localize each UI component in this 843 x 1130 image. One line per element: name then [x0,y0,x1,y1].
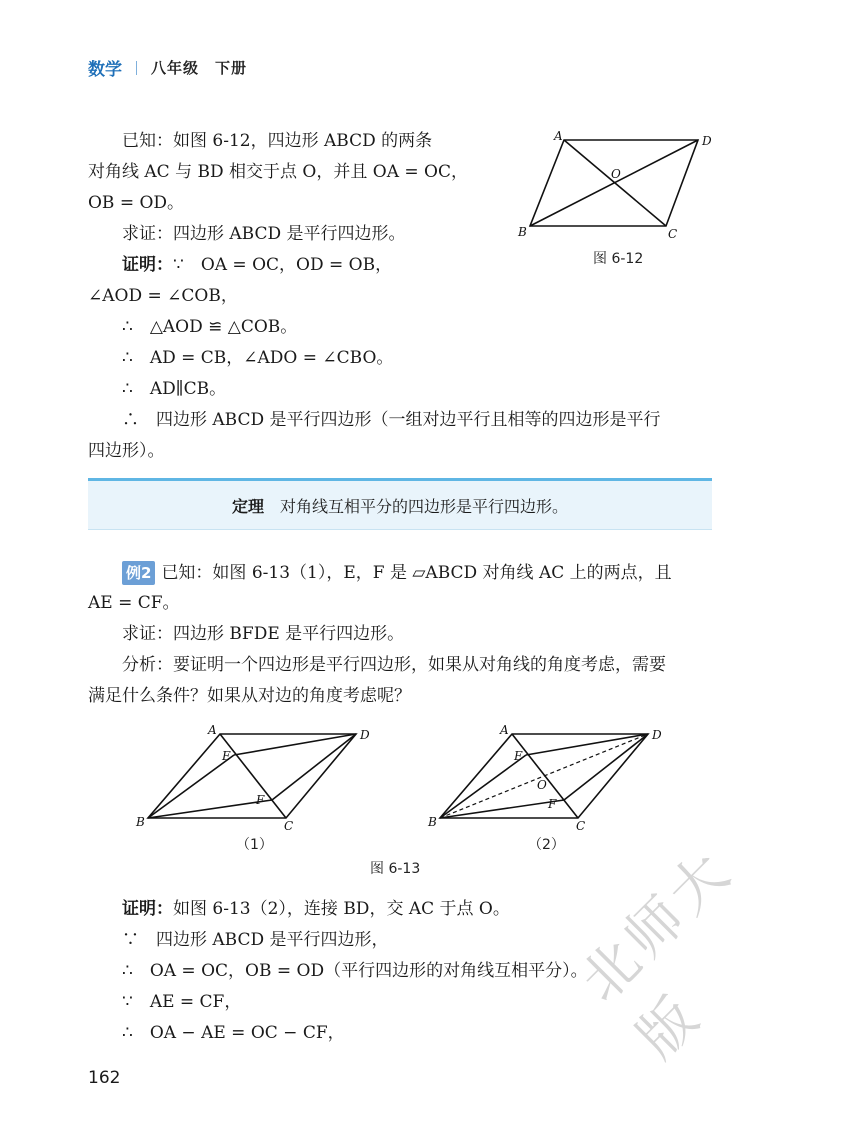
fig613b-label-e: E [514,749,523,763]
fig612-caption: 图 6-12 [593,251,644,267]
example2-line-2: AE = CF。 [88,593,180,613]
fig613-sub2: （2） [528,837,565,853]
fig613a-label-a: A [208,723,217,737]
theorem-box [88,478,712,530]
prove-line: 求证：四边形 ABCD 是平行四边形。 [122,224,406,244]
proof2-line-4: ∵ AE = CF， [122,992,242,1012]
proof-line-5: ∴ AD∥CB。 [122,379,227,399]
fig613a-label-b: B [136,815,145,829]
example2-badge: 例2 [122,561,155,585]
header-divider [136,61,137,75]
proof2-line-5: ∴ OA − AE = OC − CF， [122,1023,345,1043]
header-subject: 数学 [88,60,122,80]
proof-line-2: ∠AOD = ∠COB， [88,286,238,306]
fig613b-label-f: F [548,797,557,811]
example2-given: 已知：如图 6-13（1），E，F 是 ▱ABCD 对角线 AC 上的两点，且 [161,563,672,583]
page-number: 162 [88,1068,121,1088]
fig613a-label-c: C [284,819,294,833]
proof-line-6: ∴ 四边形 ABCD 是平行四边形（一组对边平行且相等的四边形是平行 [122,410,661,430]
given-line-2: 对角线 AC 与 BD 相交于点 O，并且 OA = OC， [88,162,468,182]
example2-analysis-2: 满足什么条件？如果从对边的角度考虑呢？ [88,686,411,706]
header-grade: 八年级 下册 [151,59,248,77]
example2-line-1 [122,561,672,585]
proof2-step-1: 如图 6-13（2），连接 BD，交 AC 于点 O。 [173,899,510,919]
proof-line-1 [122,254,392,276]
fig613b-diagonal-bd [440,734,648,818]
fig612-label-a: A [554,129,563,143]
proof2-line-1 [122,898,510,920]
fig613a-label-d: D [360,728,370,742]
fig613b-label-d: D [652,728,662,742]
proof2-label: 证明： [122,899,173,919]
fig612-label-b: B [518,225,527,239]
given-line-1: 已知：如图 6-12，四边形 ABCD 的两条 [122,131,433,151]
fig613b-label-b: B [428,815,437,829]
proof2-line-2: ∵ 四边形 ABCD 是平行四边形， [122,930,389,950]
proof-line-3: ∴ △AOD ≌ △COB。 [122,317,298,337]
fig613a-label-e: E [222,749,231,763]
proof-step-1: ∵ OA = OC，OD = OB， [173,255,393,275]
given-line-3: OB = OD。 [88,193,185,213]
fig612-label-o: O [611,167,621,181]
theorem-text: 对角线互相平分的四边形是平行四边形。 [280,496,569,516]
figure-6-13-2 [420,720,670,832]
proof-label: 证明： [122,255,173,275]
fig613b-label-c: C [576,819,586,833]
proof-line-4: ∴ AD = CB，∠ADO = ∠CBO。 [122,348,394,368]
watermark: 北师大版 [568,836,746,1072]
fig613-caption: 图 6-13 [370,861,421,877]
fig612-label-d: D [702,134,712,148]
theorem-title: 定理 [231,496,264,516]
page-header [88,55,247,80]
proof2-line-3: ∴ OA = OC，OB = OD（平行四边形的对角线互相平分）。 [122,961,588,981]
fig613a-label-f: F [256,793,265,807]
proof-line-7: 四边形）。 [88,441,165,461]
example2-prove: 求证：四边形 BFDE 是平行四边形。 [122,624,405,644]
fig613b-label-a: A [500,723,509,737]
figure-6-12 [512,128,722,243]
fig613-sub1: （1） [236,837,273,853]
fig613b-label-o: O [537,778,547,792]
figure-6-13-1 [128,720,368,832]
fig612-label-c: C [668,227,678,241]
example2-analysis-1: 分析：要证明一个四边形是平行四边形，如果从对角线的角度考虑，需要 [122,655,666,675]
